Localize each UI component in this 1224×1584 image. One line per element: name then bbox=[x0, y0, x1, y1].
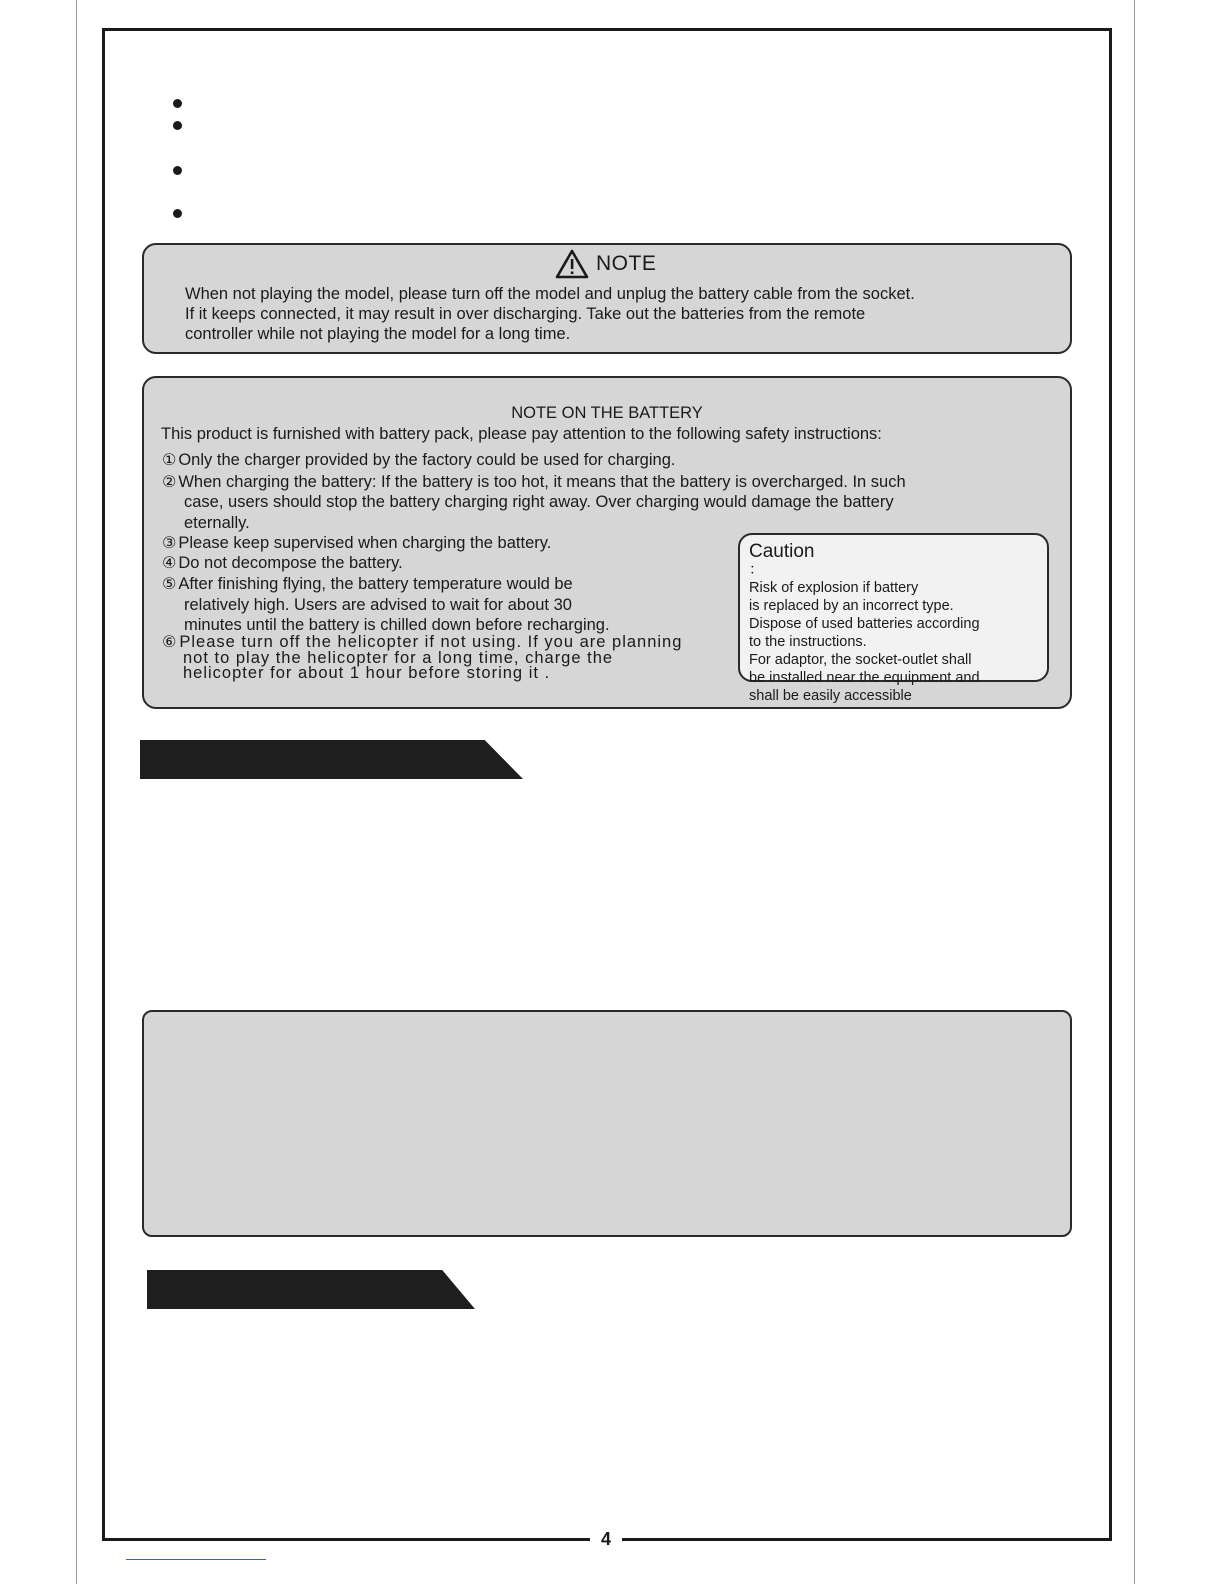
caution-line: Dispose of used batteries according bbox=[749, 616, 980, 632]
bullet-2 bbox=[173, 121, 182, 130]
caution-first-line bbox=[749, 543, 1041, 597]
battery-item-5-cont: minutes until the battery is chilled down before recharging. bbox=[184, 616, 610, 634]
battery-item-2-cont: eternally. bbox=[184, 514, 250, 532]
battery-item-5-cont: relatively high. Users are advised to wait for about 30 bbox=[184, 596, 572, 614]
page-edge-left bbox=[76, 0, 77, 1584]
battery-item-6 bbox=[162, 635, 682, 650]
item-text: After finishing flying, the battery temperature would be bbox=[178, 575, 573, 593]
item-text: Only the charger provided by the factory could be used for charging. bbox=[178, 451, 676, 469]
bullet-1 bbox=[173, 99, 182, 108]
note-heading-text: NOTE bbox=[596, 252, 657, 275]
item-number: ⑤ bbox=[162, 576, 177, 593]
item-number: ⑥ bbox=[162, 634, 178, 651]
caution-line: Risk of explosion if battery bbox=[749, 580, 919, 596]
caution-line: shall be easily accessible bbox=[749, 688, 912, 704]
page-edge-right bbox=[1134, 0, 1135, 1584]
caution-label: Caution bbox=[749, 541, 815, 562]
bullet-4 bbox=[173, 209, 182, 218]
caution-line: For adaptor, the socket-outlet shall bbox=[749, 652, 972, 668]
caution-line: to the instructions. bbox=[749, 634, 867, 650]
section-header-tab bbox=[147, 1270, 475, 1309]
item-text: Please keep supervised when charging the battery. bbox=[178, 534, 552, 552]
item-number: ② bbox=[162, 474, 177, 491]
note-heading bbox=[555, 248, 656, 280]
section-header-tab bbox=[140, 740, 523, 779]
battery-item-6-cont: helicopter for about 1 hour before storing it . bbox=[183, 664, 551, 682]
blank-info-box bbox=[142, 1010, 1072, 1237]
battery-item-5 bbox=[162, 574, 573, 595]
frame-bottom-rule-left bbox=[102, 1538, 590, 1541]
note-line: controller while not playing the model for a long time. bbox=[185, 325, 571, 343]
bullet-3 bbox=[173, 166, 182, 175]
battery-note-title: NOTE ON THE BATTERY bbox=[511, 404, 703, 422]
frame-bottom-rule-right bbox=[622, 1538, 1109, 1541]
item-text: When charging the battery: If the battery is too hot, it means that the battery is overcharged. In such bbox=[178, 473, 906, 491]
bottom-link-underline bbox=[126, 1559, 266, 1560]
note-text bbox=[185, 284, 1055, 344]
warning-triangle-icon bbox=[555, 249, 589, 279]
battery-item-3 bbox=[162, 533, 551, 554]
item-number: ④ bbox=[162, 555, 177, 572]
caution-line: is replaced by an incorrect type. bbox=[749, 598, 954, 614]
item-number: ③ bbox=[162, 535, 177, 552]
battery-item-2 bbox=[162, 472, 906, 493]
item-number: ① bbox=[162, 452, 177, 469]
caution-text bbox=[749, 543, 1041, 705]
item-text: Do not decompose the battery. bbox=[178, 554, 403, 572]
battery-item-6-cont: not to play the helicopter for a long time, charge the bbox=[183, 649, 614, 667]
note-line: If it keeps connected, it may result in over discharging. Take out the batteries from the remote bbox=[185, 305, 866, 323]
battery-item-1 bbox=[162, 450, 675, 471]
caution-line: be installed near the equipment and bbox=[749, 670, 980, 686]
item-text: Please turn off the helicopter if not using. If you are planning bbox=[179, 633, 683, 651]
battery-note-intro: This product is furnished with battery pack, please pay attention to the following safety instructions: bbox=[161, 425, 882, 443]
battery-item-4 bbox=[162, 553, 403, 574]
note-line: When not playing the model, please turn off the model and unplug the battery cable from the socket. bbox=[185, 285, 915, 303]
page-number: 4 bbox=[590, 1528, 622, 1550]
battery-item-2-cont: case, users should stop the battery charging right away. Over charging would damage the battery bbox=[184, 493, 894, 511]
caution-separator: ： bbox=[749, 562, 764, 578]
